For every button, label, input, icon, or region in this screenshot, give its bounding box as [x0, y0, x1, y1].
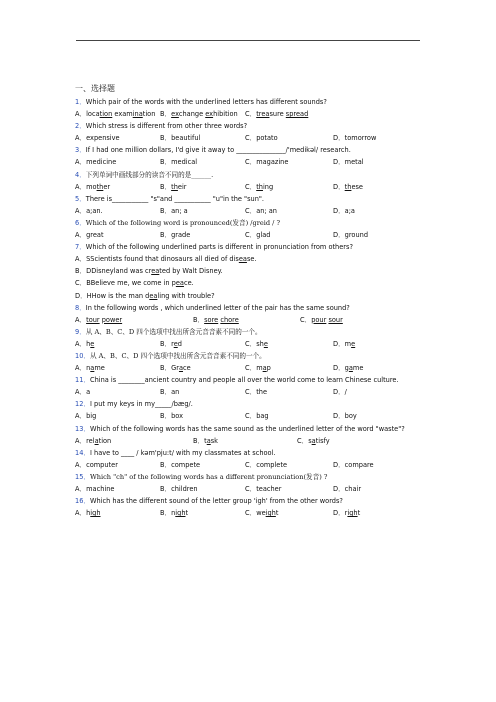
options-row: [75, 314, 425, 326]
option-d[interactable]: D．/: [333, 388, 347, 397]
question-text: Which of the following words has the same sound as the underlined letter of the word "waste"?: [89, 424, 405, 433]
question-text: Which has the different sound of the letter group 'igh' from the other words?: [89, 497, 343, 506]
option-c[interactable]: C．weight: [245, 509, 279, 518]
option-b[interactable]: B．night: [160, 509, 189, 518]
options-row: [75, 386, 425, 398]
option-a[interactable]: A．relation: [75, 436, 112, 445]
option-c[interactable]: C．map: [245, 364, 271, 373]
question-stem: [75, 350, 425, 362]
option-c[interactable]: C．satisfy: [297, 436, 330, 445]
question-text: Which "ch" of the following words has a different pronunciation(发音) ?: [89, 472, 328, 481]
option-a[interactable]: A．great: [75, 231, 104, 240]
option-b[interactable]: B．task: [193, 436, 219, 445]
options-row: [75, 362, 425, 374]
option-b[interactable]: B．compete: [160, 460, 201, 469]
question-text: I have to ____ / kəm'pju:t/ with my classmates at school.: [89, 448, 276, 457]
question-number: 6．: [75, 218, 86, 227]
option-a[interactable]: A．a: [75, 388, 91, 397]
option-line[interactable]: C．BBelieve me, we come in peace.: [75, 279, 194, 288]
question-stem: [75, 374, 425, 386]
question-text: In the following words , which underlined letter of the pair has the same sound?: [85, 303, 350, 312]
option-b[interactable]: B．grade: [160, 231, 191, 240]
options-row: [75, 338, 425, 350]
question-stem: [75, 169, 425, 181]
header-rule: [76, 40, 420, 41]
question-stem: [75, 302, 425, 314]
option-a[interactable]: A．computer: [75, 460, 118, 469]
question-text: If I had one million dollars, I'd give it away to _______________/'medikəl/ research.: [85, 146, 351, 155]
question-stem: [75, 495, 425, 507]
question-text: Which of the following word is pronounced(发音) /greid / ?: [85, 218, 281, 227]
option-b[interactable]: B．an: [160, 388, 180, 397]
option-b[interactable]: B．beautiful: [160, 134, 201, 143]
options-row: [75, 205, 425, 217]
option-d[interactable]: D．metal: [333, 158, 364, 167]
question-text: I put my keys in my_____/bæg/.: [89, 400, 193, 409]
question-number: 9．: [75, 327, 86, 336]
option-c[interactable]: C．bag: [245, 412, 269, 421]
question-number: 16．: [75, 497, 90, 506]
option-c[interactable]: C．magazine: [245, 158, 289, 167]
option-d[interactable]: D．ground: [333, 231, 369, 240]
option-d[interactable]: D．right: [333, 509, 361, 518]
options-row: [75, 108, 425, 120]
option-b[interactable]: B．exchange exhibition: [160, 110, 238, 119]
option-c[interactable]: C．thing: [245, 182, 274, 191]
options-row: [75, 483, 425, 495]
question-stem: [75, 423, 425, 435]
option-line[interactable]: D．HHow is the man dealing with trouble?: [75, 291, 215, 300]
option-d[interactable]: D．a;a: [333, 206, 355, 215]
options-row: [75, 435, 425, 447]
option-a[interactable]: A．high: [75, 509, 101, 518]
options-row: [75, 132, 425, 144]
option-d[interactable]: D．these: [333, 182, 363, 191]
option-d[interactable]: D．me: [333, 339, 356, 348]
question-number: 4．: [75, 170, 86, 179]
option-d[interactable]: D．chair: [333, 485, 362, 493]
option-line[interactable]: B．DDisneyland was created by Walt Disney.: [75, 267, 223, 276]
question-stem: [75, 217, 425, 229]
option-d[interactable]: D．tomorrow: [333, 134, 377, 143]
option-c[interactable]: C．pour sour: [300, 315, 343, 324]
question-number: 10．: [75, 351, 90, 360]
option-c[interactable]: C．complete: [245, 460, 287, 469]
option-c[interactable]: C．the: [245, 388, 268, 397]
question-stem: [75, 241, 425, 253]
option-b[interactable]: B．an; a: [160, 206, 188, 215]
question-number: 5．: [75, 194, 86, 203]
question-text: China is ________ancient country and people all over the world come to learn Chinese culture.: [89, 376, 399, 385]
option-c[interactable]: C．potato: [245, 134, 278, 143]
question-stem: [75, 326, 425, 338]
question-stem: [75, 398, 425, 410]
option-b[interactable]: B．box: [160, 412, 184, 421]
question-stem: [75, 471, 425, 483]
question-number: 7．: [75, 243, 86, 252]
question-stem: [75, 447, 425, 459]
question-number: 8．: [75, 303, 86, 312]
option-a[interactable]: A．mother: [75, 182, 111, 191]
question-number: 13．: [75, 424, 90, 433]
option-c[interactable]: C．she: [245, 339, 268, 348]
option-b[interactable]: B．Grace: [160, 364, 191, 373]
question-text: Which stress is different from other three words?: [85, 122, 248, 131]
question-number: 2．: [75, 122, 86, 131]
question-number: 1．: [75, 98, 86, 106]
question-text: 从 A、B、C、D 四个选项中找出所含元音音素不同的一个。: [85, 327, 262, 336]
question-text: 从 A、B、C、D 四个选项中找出所含元音音素不同的一个。: [89, 351, 266, 360]
question-text: 下列单词中画线部分的读音不同的是______.: [85, 170, 214, 179]
option-d[interactable]: D．boy: [333, 412, 357, 421]
question-number: 15．: [75, 472, 90, 481]
option-line[interactable]: A．SScientists found that dinosaurs all died of disease.: [75, 255, 257, 264]
options-row: [75, 156, 425, 168]
option-a[interactable]: A．big: [75, 412, 97, 421]
question-number: 12．: [75, 400, 90, 409]
question-number: 14．: [75, 448, 90, 457]
options-row: [75, 410, 425, 422]
option-c[interactable]: C．an; an: [245, 206, 277, 215]
option-b[interactable]: B．red: [160, 339, 182, 348]
options-row: [75, 459, 425, 471]
option-a[interactable]: A．expensive: [75, 134, 120, 143]
question-stem: [75, 96, 425, 108]
question-number: 11．: [75, 376, 90, 385]
option-d[interactable]: D．game: [333, 364, 364, 373]
question-number: 3．: [75, 146, 86, 155]
options-row: [75, 507, 425, 519]
section-title: 一、选择题: [75, 84, 115, 93]
option-a[interactable]: A．he: [75, 339, 95, 348]
option-a[interactable]: A．a;an.: [75, 206, 103, 215]
question-text: Which pair of the words with the underlined letters has different sounds?: [85, 98, 327, 106]
question-text: Which of the following underlined parts is different in pronunciation from others?: [85, 243, 353, 252]
option-a[interactable]: A．machine: [75, 485, 115, 493]
option-a[interactable]: A．medicine: [75, 158, 117, 167]
option-a[interactable]: A．location examination: [75, 110, 156, 119]
option-c[interactable]: C．treasure spread: [245, 110, 309, 119]
question-list: [75, 82, 425, 519]
option-a[interactable]: A．name: [75, 364, 105, 373]
question-stem: [75, 144, 425, 156]
option-a[interactable]: A．tour power: [75, 315, 123, 324]
question-stem: [75, 120, 425, 132]
question-stem: [75, 193, 425, 205]
options-row: [75, 229, 425, 241]
option-b[interactable]: B．their: [160, 182, 187, 191]
option-b[interactable]: B．sore chore: [193, 315, 239, 324]
question-text: There is___________ "s"and ___________ "u"in the "sun".: [85, 194, 264, 203]
options-row: [75, 181, 425, 193]
option-c[interactable]: C．teacher: [245, 485, 282, 493]
option-c[interactable]: C．glad: [245, 231, 271, 240]
option-d[interactable]: D．compare: [333, 460, 374, 469]
option-b[interactable]: B．medical: [160, 158, 198, 167]
option-b[interactable]: B．children: [160, 485, 198, 493]
